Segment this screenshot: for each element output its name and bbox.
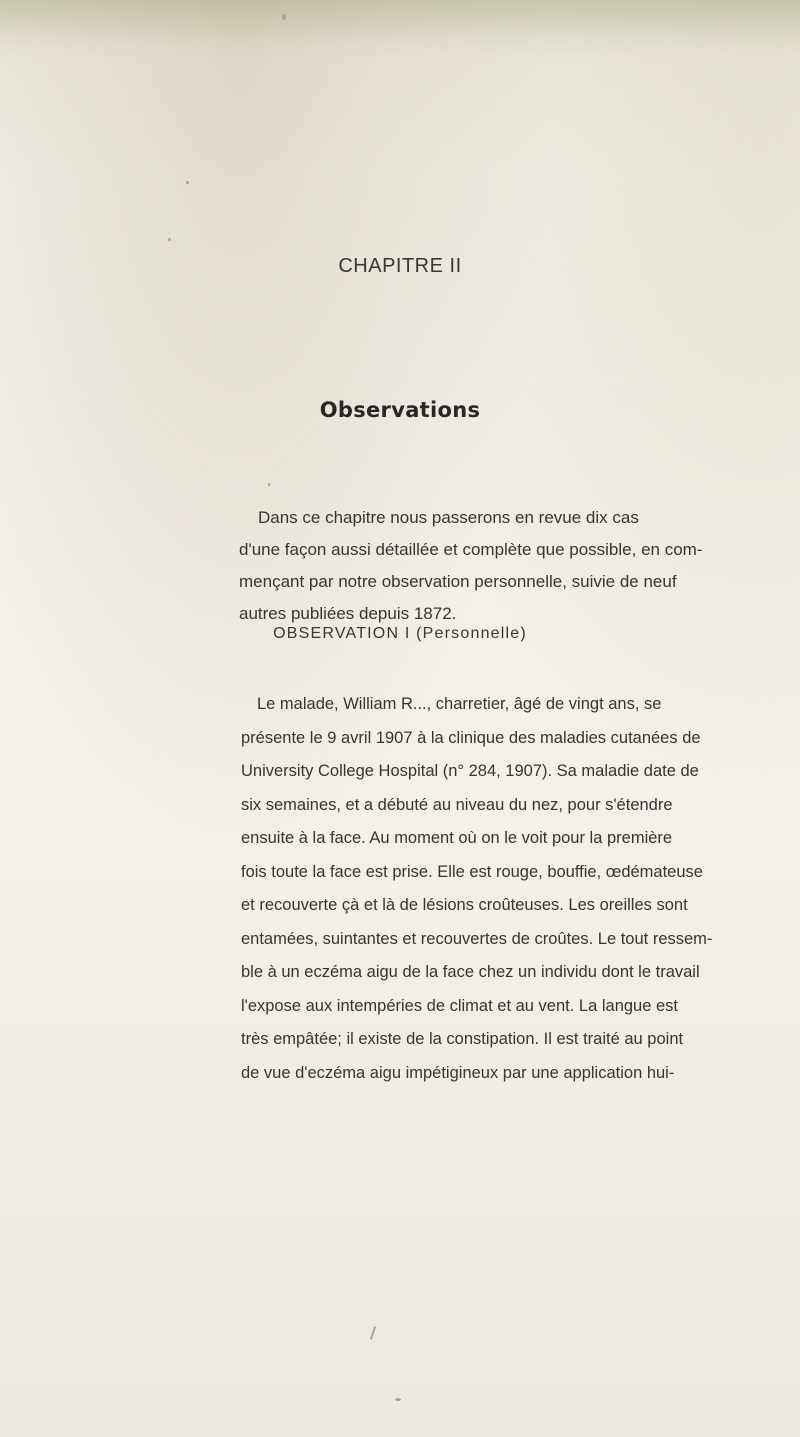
- section-title: Observations: [319, 398, 481, 422]
- intro-paragraph: [239, 502, 703, 630]
- intro-line: Dans ce chapitre nous passerons en revue dix cas: [258, 508, 639, 527]
- observation-line: ble à un eczéma aigu de la face chez un individu dont le travail: [241, 963, 700, 981]
- observation-line: fois toute la face est prise. Elle est rouge, bouffie, œdémateuse: [241, 862, 703, 881]
- observation-line: ensuite à la face. Au moment où on le voit pour la première: [241, 829, 673, 847]
- paper-speck: [268, 483, 270, 486]
- page-top-discoloration: [0, 0, 800, 60]
- paper-speck: [282, 14, 286, 20]
- observation-line: six semaines, et a débuté au niveau du nez, pour s'étendre: [241, 795, 673, 814]
- chapter-heading: CHAPITRE II: [338, 255, 462, 277]
- paper-speck: [168, 238, 171, 241]
- observation-line: très empâtée; il existe de la constipation. Il est traité au point: [241, 1030, 684, 1048]
- observation-paragraph: [241, 688, 712, 1090]
- paper-speck: [370, 1326, 376, 1340]
- observation-line: entamées, suintantes et recouvertes de croûtes. Le tout ressem-: [241, 929, 713, 948]
- intro-line: autres publiées depuis 1872.: [239, 604, 457, 623]
- intro-line: d'une façon aussi détaillée et complète que possible, en com-: [239, 540, 703, 559]
- paper-speck: [395, 1398, 401, 1401]
- observation-line: University College Hospital (n° 284, 1907). Sa maladie date de: [241, 762, 699, 780]
- observation-line: et recouverte çà et là de lésions croûteuses. Les oreilles sont: [241, 896, 688, 914]
- observation-line: Le malade, William R..., charretier, âgé de vingt ans, se: [257, 695, 662, 713]
- observation-heading: OBSERVATION I (Personnelle): [273, 625, 527, 642]
- observation-line: de vue d'eczéma aigu impétigineux par une application hui-: [241, 1063, 675, 1082]
- observation-line: présente le 9 avril 1907 à la clinique des maladies cutanées de: [241, 728, 701, 747]
- observation-line: l'expose aux intempéries de climat et au vent. La langue est: [241, 996, 678, 1015]
- intro-line: mençant par notre observation personnelle, suivie de neuf: [239, 572, 677, 591]
- paper-speck: [186, 181, 189, 184]
